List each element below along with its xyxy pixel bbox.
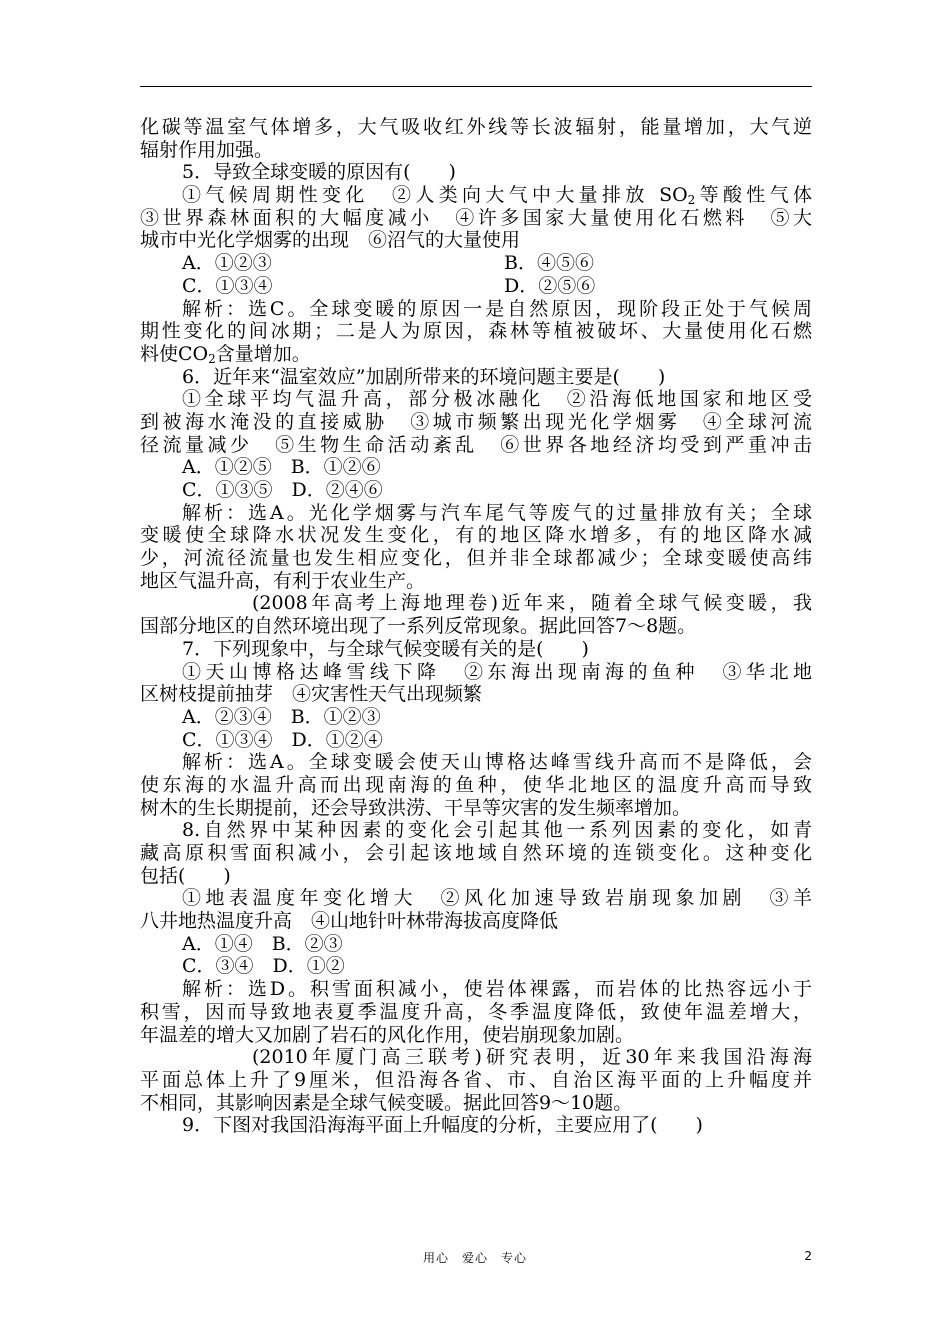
question-6-stem: 6．近年来“温室效应”加剧所带来的环境问题主要是( ): [182, 365, 666, 388]
question-8-stem: 8.自然界中某种因素的变化会引起其他一系列因素的变化，如青: [182, 819, 812, 842]
text-line: 期性变化的间冰期；二是人为原因，森林等植被破坏、大量使用化石燃: [140, 320, 812, 343]
text-line: 平面总体上升了9厘米，但沿海各省、市、自治区海平面的上升幅度并: [140, 1068, 812, 1091]
question-8-statements: ①地表温度年变化增大 ②风化加速导致岩崩现象加剧 ③羊: [182, 887, 812, 910]
text-line: 料使$CO_2$含量增加。: [140, 342, 311, 366]
question-6-options-row-1: A．①②⑤ B．①②⑥: [182, 456, 381, 479]
text-line: 树木的生长期提前，还会导致洪涝、干旱等灾害的发生频率增加。: [140, 796, 692, 819]
material-intro-9-10: (2010年厦门高三联考)研究表明，近30年来我国沿海海: [252, 1046, 812, 1069]
footer-motto: 用心 爱心 专心: [422, 1251, 527, 1265]
text-line: ③世界森林面积的大幅度减小 ④许多国家大量使用化石燃料 ⑤大: [140, 206, 812, 229]
header-rule: [140, 86, 812, 87]
question-6-statements: ①全球平均气温升高，部分极冰融化 ②沿海低地国家和地区受: [182, 388, 812, 411]
question-5-options-row-2: [140, 275, 812, 298]
text-line: 包括( ): [140, 864, 231, 887]
text-line: 年温差的增大又加剧了岩石的风化作用，使岩崩现象加剧。: [140, 1023, 635, 1046]
option-c: C．①③④: [182, 274, 273, 297]
text-segment: ①气候周期性变化 ②人类向大气中大量排放: [182, 184, 649, 207]
text-line: 少，河流径流量也发生相应变化，但并非全球都减少；全球变暖使高纬: [140, 547, 812, 570]
question-7-options-row-1: A．②③④ B．①②③: [182, 705, 381, 728]
question-7-options-row-2: C．①③④ D．①②④: [182, 728, 383, 751]
text-line: 地区气温升高，有利于农业生产。: [140, 569, 426, 592]
text-line: 变暖使全球降水状况发生变化，有的地区降水增多，有的地区降水减: [140, 524, 812, 547]
question-5-stem: 5．导致全球变暖的原因有( ): [182, 161, 456, 184]
page-number: 2: [804, 1249, 812, 1263]
chemical-formula-so2: $SO_2$: [659, 184, 696, 208]
text-line: 城市中光化学烟雾的出现 ⑥沼气的大量使用: [140, 229, 521, 252]
text-line: 不相同，其影响因素是全球气候变暖。据此回答9～10题。: [140, 1091, 633, 1114]
question-6-analysis: 解析：选A。光化学烟雾与汽车尾气等废气的过量排放有关；全球: [182, 501, 812, 524]
question-7-statements: ①天山博格达峰雪线下降 ②东海出现南海的鱼种 ③华北地: [182, 660, 812, 683]
text-line: 国部分地区的自然环境出现了一系列反常现象。据此回答7～8题。: [140, 615, 697, 638]
question-7-analysis: 解析：选A。全球变暖会使天山博格达峰雪线升高而不是降低，会: [182, 751, 812, 774]
chemical-formula-co2: $CO_2$: [178, 342, 216, 366]
text-line: 辐射作用加强。: [140, 138, 274, 161]
option-a: A．①②③: [182, 252, 272, 275]
question-7-stem: 7．下列现象中，与全球气候变暖有关的是( ): [182, 637, 589, 660]
document-body: [140, 116, 812, 1137]
text-line: 径流量减少 ⑤生物生命活动紊乱 ⑥世界各地经济均受到严重冲击: [140, 433, 812, 456]
text-line: 化碳等温室气体增多，大气吸收红外线等长波辐射，能量增加，大气逆: [140, 116, 812, 138]
question-8-options-row-2: C．③④ D．①②: [182, 955, 345, 978]
text-segment: 等酸性气体: [695, 184, 812, 207]
option-b: B．④⑤⑥: [504, 252, 594, 275]
question-5-options-row-1: [140, 252, 812, 275]
text-line: 藏高原积雪面积减小，会引起该地域自然环境的连锁变化。这种变化: [140, 842, 812, 864]
text-line: 使东海的水温升高而出现南海的鱼种，使华北地区的温度升高而导致: [140, 773, 812, 796]
text-line: 到被海水淹没的直接威胁 ③城市频繁出现光化学烟雾 ④全球河流: [140, 410, 812, 433]
text-line: 积雪，因而导致地表夏季温度升高，冬季温度降低，致使年温差增大，: [140, 1000, 812, 1023]
question-5-statements: [140, 184, 812, 207]
question-6-options-row-2: C．①③⑤ D．②④⑥: [182, 479, 383, 501]
option-d: D．②⑤⑥: [504, 274, 596, 297]
text-line: 区树枝提前抽芽 ④灾害性天气出现频繁: [140, 683, 483, 706]
question-5-analysis: 解析：选C。全球变暖的原因一是自然原因，现阶段正处于气候周: [182, 297, 812, 320]
material-intro-7-8: (2008年高考上海地理卷)近年来，随着全球气候变暖，我: [252, 592, 812, 615]
text-line: 八井地热温度升高 ④山地针叶林带海拔高度降低: [140, 910, 559, 933]
question-8-options-row-1: A．①④ B．②③: [182, 932, 343, 955]
question-9-stem: 9．下图对我国沿海海平面上升幅度的分析，主要应用了( ): [182, 1114, 703, 1137]
question-8-analysis: 解析：选D。积雪面积减小，使岩体裸露，而岩体的比热容远小于: [182, 978, 812, 1001]
